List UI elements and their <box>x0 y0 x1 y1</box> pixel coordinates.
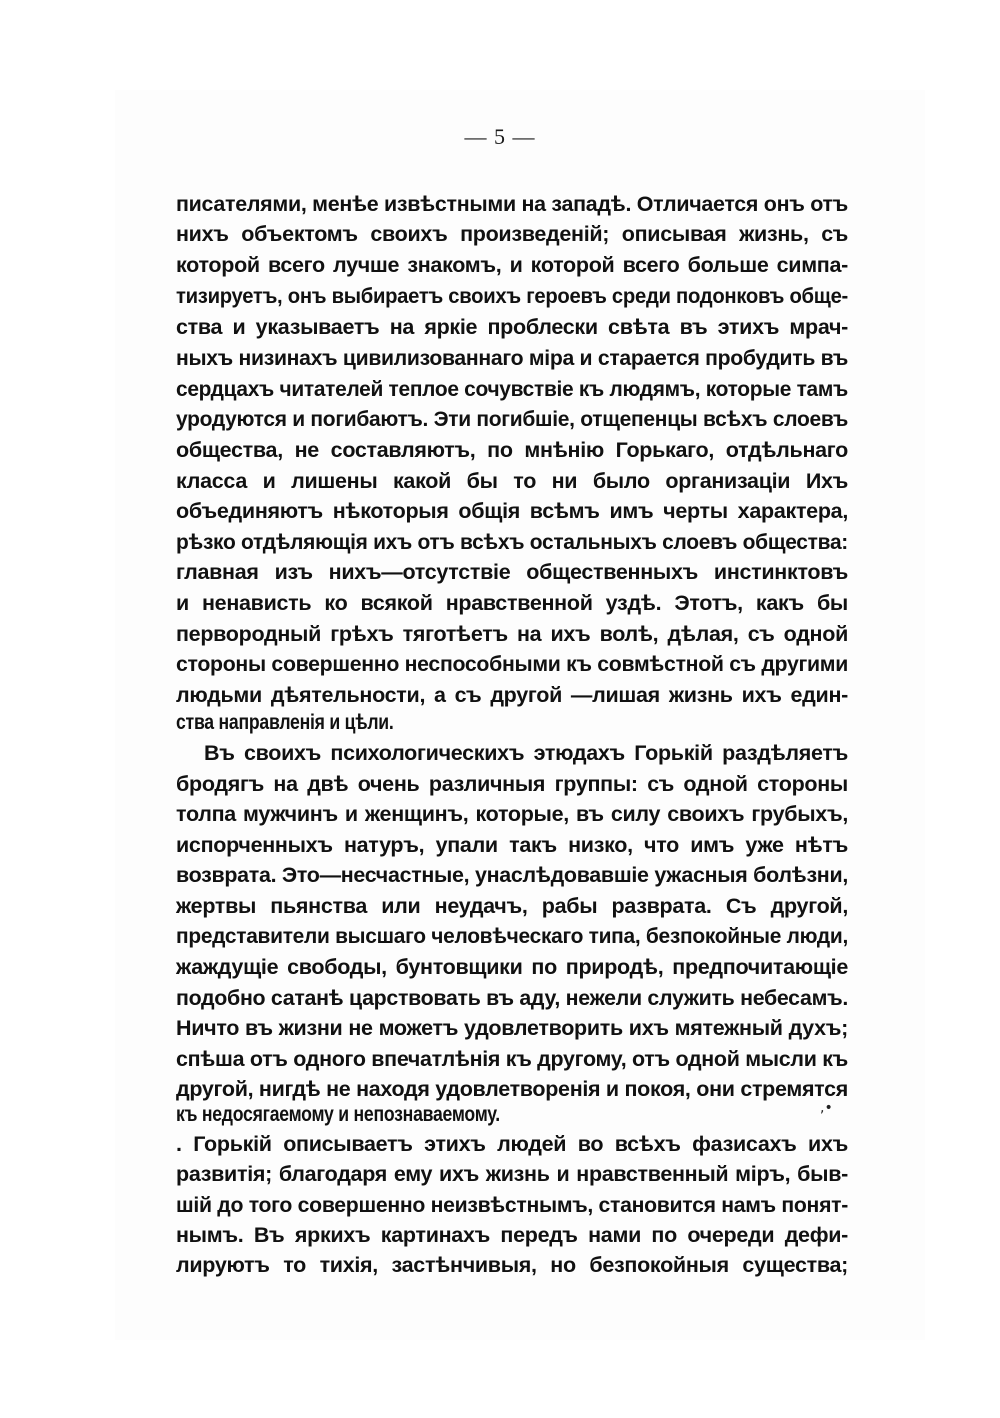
text-line: уродуются и погибаютъ. Эти погибшіе, отщепенцы всѣхъ слоевъ <box>176 407 848 431</box>
text-line: и ненависть ко всякой нравственной уздѣ. Этотъ, какъ бы <box>176 591 848 615</box>
text-line: представители высшаго человѣческаго типа, безпокойные люди, <box>176 924 848 948</box>
text-line: развитія; благодаря ему ихъ жизнь и нравственный міръ, быв- <box>176 1162 848 1186</box>
text-line: которой всего лучше знакомъ, и которой всего больше симпа- <box>176 253 848 277</box>
text-line: бродягъ на двѣ очень различныя группы: съ одной стороны <box>176 772 848 796</box>
text-line: класса и лишены какой бы то ни было организаціи Ихъ <box>176 469 848 493</box>
text-line: тизируетъ, онъ выбираетъ своихъ героевъ среди подонковъ обще- <box>176 284 848 308</box>
text-line: къ недосягаемому и непознаваемому. <box>176 1102 500 1126</box>
text-line: спѣша отъ одного впечатлѣнія къ другому, отъ одной мысли къ <box>176 1047 848 1071</box>
text-line: Въ своихъ психологическихъ этюдахъ Горькій раздѣляетъ <box>204 741 848 765</box>
text-line: возврата. Это—несчастные, унаслѣдовавшіе ужасныя болѣзни, <box>176 863 848 887</box>
text-line: писателями, менѣе извѣстными на западѣ. Отличается онъ отъ <box>176 192 848 216</box>
page-number: — 5 — <box>464 124 536 149</box>
text-line: шій до того совершенно неизвѣстнымъ, становится намъ понят- <box>176 1193 848 1217</box>
text-line: испорченныхъ натуръ, упали такъ низко, что имъ уже нѣтъ <box>176 833 848 857</box>
text-line: жертвы пьянства или неудачъ, рабы разврата. Съ другой, <box>176 894 848 918</box>
text-line: ныхъ низинахъ цивилизованнаго міра и старается пробудить въ <box>176 346 848 370</box>
text-line: общества, не составляютъ, по мнѣнію Горькаго, отдѣльнаго <box>176 438 848 462</box>
text-line: сердцахъ читателей теплое сочувствіе къ людямъ, которые тамъ <box>176 377 848 401</box>
text-line: первородный грѣхъ тяготѣетъ на ихъ волѣ, дѣлая, съ одной <box>176 622 848 646</box>
text-line: Ничто въ жизни не можетъ удовлетворить ихъ мятежный духъ; <box>176 1016 848 1040</box>
text-line: главная изъ нихъ—отсутствіе общественныхъ инстинктовъ <box>176 560 848 584</box>
text-line: толпа мужчинъ и женщинъ, которые, въ силу своихъ грубыхъ, <box>176 802 848 826</box>
text-line: . Горькій описываетъ этихъ людей во всѣхъ фазисахъ ихъ <box>176 1132 848 1156</box>
text-line: стороны совершенно неспособными къ совмѣстной съ другими <box>176 652 848 676</box>
text-line: другой, нигдѣ не находя удовлетворенія и покоя, они стремятся <box>176 1077 848 1101</box>
stray-print-mark: ,• <box>820 1100 833 1116</box>
text-line: объединяютъ нѣкоторыя общія всѣмъ имъ черты характера, <box>176 499 848 523</box>
text-line: людьми дѣятельности, а съ другой —лишая жизнь ихъ един- <box>176 683 848 707</box>
text-line: жаждущіе свободы, бунтовщики по природѣ, предпочитающіе <box>176 955 848 979</box>
text-line: рѣзко отдѣляющія ихъ отъ всѣхъ остальныхъ слоевъ общества: <box>176 530 848 554</box>
text-line: лируютъ то тихія, застѣнчивыя, но безпокойныя существа; <box>176 1253 848 1277</box>
text-line: ства и указываетъ на яркіе проблески свѣта въ этихъ мрач- <box>176 315 848 339</box>
text-line: ства направленія и цѣли. <box>176 710 394 734</box>
text-line: нихъ объектомъ своихъ произведеній; описывая жизнь, съ <box>176 222 848 246</box>
text-line: нымъ. Въ яркихъ картинахъ передъ нами по очереди дефи- <box>176 1223 848 1247</box>
text-line: подобно сатанѣ царствовать въ аду, нежели служить небесамъ. <box>176 986 848 1010</box>
